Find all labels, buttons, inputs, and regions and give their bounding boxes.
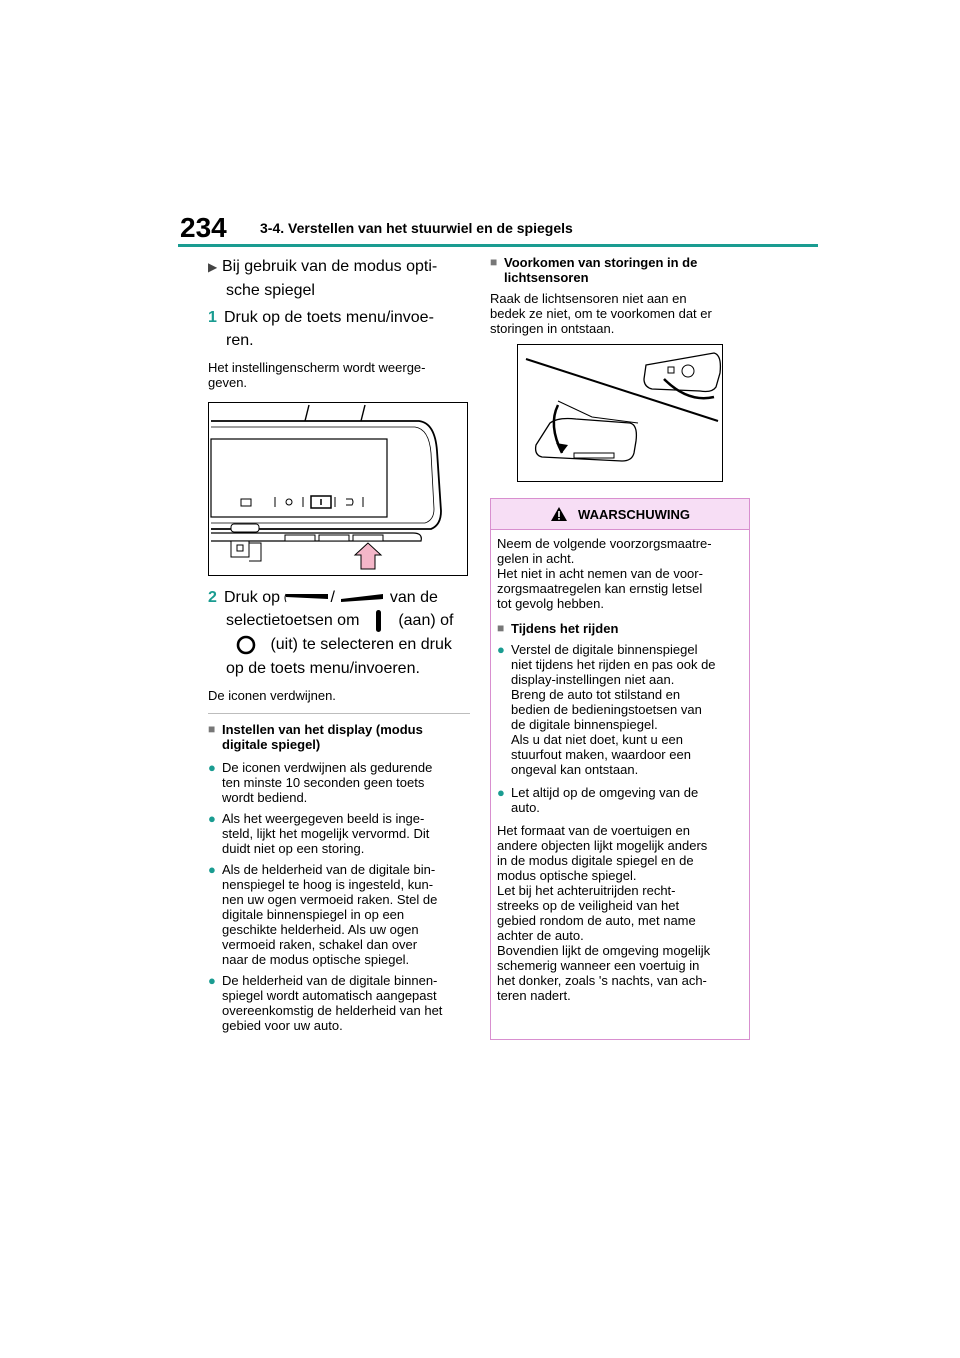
text-line: duidt niet op een storing.	[222, 841, 365, 856]
header-rule	[178, 244, 818, 247]
on-indicator-icon	[364, 609, 394, 633]
text-line: gebied rondom de auto, met name	[497, 913, 696, 928]
step1-line2: ren.	[226, 332, 254, 349]
list-item	[208, 760, 470, 805]
circle-bullet-icon: ●	[208, 973, 216, 988]
light-sensor-figure	[517, 344, 723, 482]
text-line: ten minste 10 seconden geen toets	[222, 775, 425, 790]
step-number: 2	[208, 589, 217, 606]
text-line: zorgsmaatregelen kan ernstig letsel	[497, 581, 703, 596]
text-line: streeks op de veiligheid van het	[497, 898, 680, 913]
step2-slash: /	[330, 589, 335, 606]
bullet-text	[222, 973, 442, 1033]
square-bullet-icon: ■	[490, 255, 498, 269]
text-line: De helderheid van de digitale binnen-	[222, 973, 438, 988]
heading-line: lichtsensoren	[504, 270, 589, 285]
text-line: andere objecten lijkt mogelijk anders	[497, 838, 708, 853]
text-line: modus optische spiegel.	[497, 868, 637, 883]
text-line: storingen in ontstaan.	[490, 321, 615, 336]
list-item	[497, 642, 743, 777]
section-title: 3-4. Verstellen van het stuurwiel en de spiegels	[260, 220, 573, 236]
circle-bullet-icon: ●	[208, 811, 216, 826]
subhead-text: Tijdens het rijden	[511, 621, 619, 636]
circle-bullet-icon: ●	[208, 760, 216, 775]
step2-text: (aan) of	[398, 612, 454, 630]
text-line: ongeval kan ontstaan.	[511, 762, 639, 777]
warning-title: WAARSCHUWING	[578, 506, 690, 522]
text-line: Als de helderheid van de digitale bin-	[222, 862, 436, 877]
text-line: Als u dat niet doet, kunt u een	[511, 732, 684, 747]
text-line: achter de auto.	[497, 928, 584, 943]
sensor-paragraph	[490, 291, 752, 336]
text-line: spiegel wordt automatisch aangepast	[222, 988, 437, 1003]
text-line: digitale binnenspiegel in op een	[222, 907, 405, 922]
circle-bullet-icon: ●	[497, 785, 505, 800]
press-arrow-icon	[355, 543, 381, 569]
step1-note	[208, 360, 470, 390]
text-line: naar de modus optische spiegel.	[222, 952, 410, 967]
text-line: in de modus digitale spiegel en de	[497, 853, 694, 868]
selector-button-right-icon	[339, 592, 385, 604]
display-heading	[208, 722, 470, 752]
mode-line2: sche spiegel	[226, 282, 315, 299]
text-line: display-instellingen niet aan.	[511, 672, 675, 687]
bullet-text	[222, 760, 432, 805]
step2-text: (uit) te selecteren en druk	[270, 636, 452, 654]
warning-closing	[497, 823, 743, 1003]
note-line: geven.	[208, 375, 248, 390]
warning-box	[490, 498, 750, 1040]
text-line: Breng de auto tot stilstand en	[511, 687, 681, 702]
text-line: gebied voor uw auto.	[222, 1018, 343, 1033]
step2-text: op de toets menu/invoeren.	[226, 660, 420, 677]
heading-line: Voorkomen van storingen in de	[504, 255, 698, 270]
text-line: nenspiegel te hoog is ingesteld, kun-	[222, 877, 434, 892]
heading-line: Instellen van het display (modus	[222, 722, 423, 737]
mirror-menu-figure	[208, 402, 468, 576]
text-line: stuurfout maken, waardoor een	[511, 747, 691, 762]
step2-text: selectietoetsen om	[226, 612, 360, 630]
text-line: De iconen verdwijnen als gedurende	[222, 760, 433, 775]
warning-subhead	[497, 621, 743, 636]
page-number: 234	[180, 212, 227, 243]
step-1	[208, 306, 470, 352]
step2-note: De iconen verdwijnen.	[208, 688, 336, 703]
warning-header	[491, 499, 749, 530]
text-line: de digitale binnenspiegel.	[511, 717, 658, 732]
text-line: gelen in acht.	[497, 551, 575, 566]
circle-bullet-icon: ●	[208, 862, 216, 877]
step-number: 1	[208, 309, 217, 326]
circle-bullet-icon: ●	[497, 642, 505, 657]
left-column	[208, 255, 470, 1033]
text-line: tot gevolg hebben.	[497, 596, 604, 611]
warning-body	[491, 530, 749, 1003]
warning-triangle-icon	[550, 506, 568, 522]
triangle-arrow-icon: ▶	[208, 260, 218, 274]
text-line: Het niet in acht nemen van de voor-	[497, 566, 703, 581]
text-line: Het formaat van de voertuigen en	[497, 823, 690, 838]
text-line: bedek ze niet, om te voorkomen dat er	[490, 306, 712, 321]
text-line: overeenkomstig de helderheid van het	[222, 1003, 443, 1018]
sensor-heading	[490, 255, 752, 285]
text-line: vermoeid raken, schakel dan over	[222, 937, 418, 952]
text-line: wordt bediend.	[222, 790, 308, 805]
text-line: Bovendien lijkt de omgeving mogelijk	[497, 943, 711, 958]
square-bullet-icon: ■	[208, 722, 216, 736]
text-line: teren nadert.	[497, 988, 571, 1003]
text-line: geschikte helderheid. Als uw ogen	[222, 922, 419, 937]
step1-line1: Druk op de toets menu/invoe-	[224, 309, 434, 326]
square-bullet-icon: ■	[497, 621, 505, 635]
text-line: Neem de volgende voorzorgsmaatre-	[497, 536, 712, 551]
step-2	[208, 586, 470, 680]
bullet-text	[222, 811, 429, 856]
selector-button-left-icon	[284, 592, 330, 604]
list-item	[497, 785, 743, 815]
text-line: niet tijdens het rijden en pas ook de	[511, 657, 716, 672]
text-line: bedien de bedieningstoetsen van	[511, 702, 702, 717]
mode-heading	[208, 255, 470, 302]
step2-text: Druk op	[224, 589, 281, 606]
list-item	[208, 973, 470, 1033]
heading-line: digitale spiegel)	[222, 737, 321, 752]
text-line: nen uw ogen vermoeid raken. Stel de	[222, 892, 438, 907]
text-line: het donker, zoals 's nachts, van ach-	[497, 973, 707, 988]
text-line: auto.	[511, 800, 540, 815]
step2-text: van de	[389, 589, 438, 606]
warning-intro	[497, 536, 743, 611]
bullet-text	[511, 642, 716, 777]
text-line: Verstel de digitale binnenspiegel	[511, 642, 698, 657]
list-item	[208, 811, 470, 856]
text-line: Let bij het achteruitrijden recht-	[497, 883, 676, 898]
mode-line1: Bij gebruik van de modus opti-	[222, 258, 438, 275]
text-line: Let altijd op de omgeving van de	[511, 785, 699, 800]
bullet-text	[222, 862, 437, 967]
text-line: Raak de lichtsensoren niet aan en	[490, 291, 687, 306]
divider	[208, 713, 470, 714]
display-bullets	[208, 760, 470, 1033]
text-line: schemerig wanneer een voertuig in	[497, 958, 700, 973]
list-item	[208, 862, 470, 967]
text-line: steld, lijkt het mogelijk vervormd. Dit	[222, 826, 430, 841]
off-indicator-icon	[226, 633, 266, 657]
text-line: Als het weergegeven beeld is inge-	[222, 811, 425, 826]
bullet-text	[511, 785, 698, 815]
right-column	[490, 255, 752, 482]
note-line: Het instellingenscherm wordt weerge-	[208, 360, 426, 375]
